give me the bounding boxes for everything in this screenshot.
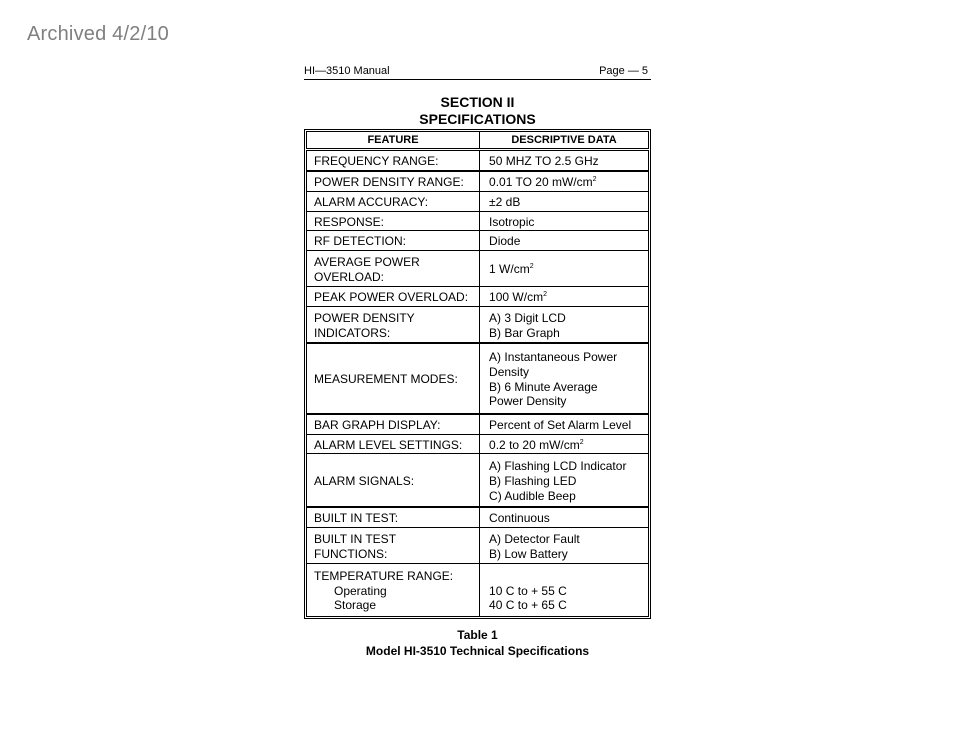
feature-cell (307, 211, 480, 231)
descriptive-data-text (489, 234, 640, 249)
feature-text: BUILT IN TEST: (314, 511, 399, 526)
table-row (307, 231, 649, 251)
page-number: Page — 5 (599, 65, 648, 77)
descriptive-data-cell (480, 150, 649, 171)
value-text: B) Bar Graph (489, 325, 560, 340)
descriptive-data-text (489, 262, 640, 277)
descriptive-data-cell (480, 564, 649, 617)
descriptive-data-cell (480, 287, 649, 307)
descriptive-data-text (489, 290, 640, 305)
feature-text: RF DETECTION: (314, 234, 406, 249)
descriptive-data-cell (480, 527, 649, 563)
value-text: 40 C to + 65 C (489, 598, 567, 613)
descriptive-data-text (489, 215, 640, 230)
feature-cell (307, 564, 480, 617)
value-text: A) 3 Digit LCD (489, 311, 566, 325)
feature-text: AVERAGE POWER (314, 254, 420, 269)
table-row (307, 191, 649, 211)
feature-text: BAR GRAPH DISPLAY: (314, 417, 441, 432)
feature-text: ALARM ACCURACY: (314, 194, 429, 209)
feature-cell (307, 454, 480, 507)
value-text: 0.01 TO 20 mW/cm (489, 174, 593, 189)
value-text: Continuous (489, 511, 550, 526)
value-text: ±2 dB (489, 194, 521, 209)
feature-text: INDICATORS: (314, 325, 391, 340)
manual-title: HI—3510 Manual (304, 65, 390, 77)
unit-superscript: 2 (543, 291, 547, 299)
feature-text: POWER DENSITY (314, 311, 415, 325)
descriptive-data-text (489, 365, 640, 380)
descriptive-data-cell (480, 211, 649, 231)
descriptive-data-text (489, 175, 640, 190)
value-text: 50 MHZ TO 2.5 GHz (489, 154, 599, 169)
value-text: B) Low Battery (489, 546, 568, 561)
descriptive-data-text (489, 380, 640, 395)
table-row (307, 150, 649, 171)
table-caption-title: Model HI-3510 Technical Specifications (365, 644, 590, 658)
feature-text: OVERLOAD: (314, 269, 385, 284)
feature-cell (307, 231, 480, 251)
specifications-table (304, 129, 651, 619)
value-text: Isotropic (489, 214, 535, 229)
descriptive-data-text (489, 394, 640, 409)
feature-cell (307, 171, 480, 191)
page-header (304, 65, 651, 80)
value-text: B) Flashing LED (489, 473, 577, 488)
section-title: SPECIFICATIONS (419, 111, 536, 127)
table-row (307, 211, 649, 231)
table-row (307, 343, 649, 413)
descriptive-data-text (489, 438, 640, 453)
table-row (307, 434, 649, 454)
value-text: Percent of Set Alarm Level (489, 417, 632, 432)
descriptive-data-cell (480, 307, 649, 344)
value-text: Density (489, 364, 530, 379)
table-row (307, 414, 649, 434)
descriptive-data-text (489, 195, 640, 210)
value-text: 0.2 to 20 mW/cm (489, 437, 580, 452)
table-row (307, 454, 649, 507)
feature-text: MEASUREMENT MODES: (314, 372, 458, 387)
feature-text: Operating (334, 583, 387, 598)
feature-cell (307, 287, 480, 307)
feature-text: RESPONSE: (314, 214, 385, 229)
descriptive-data-text (489, 547, 640, 562)
descriptive-data-cell (480, 191, 649, 211)
descriptive-data-cell (480, 343, 649, 413)
feature-cell (307, 307, 480, 344)
descriptive-data-text (489, 584, 640, 599)
table-body (307, 150, 649, 617)
descriptive-data-text (489, 326, 640, 341)
feature-text: Storage (334, 598, 377, 613)
descriptive-data-cell (480, 171, 649, 191)
value-text: A) Instantaneous Power (489, 349, 618, 364)
unit-superscript: 2 (592, 175, 597, 183)
value-text: 100 W/cm (489, 290, 544, 305)
feature-cell (307, 434, 480, 454)
descriptive-data-text (489, 598, 640, 613)
feature-text: FUNCTIONS: (314, 546, 388, 561)
feature-text: BUILT IN TEST (314, 531, 397, 546)
value-text: Diode (489, 234, 521, 249)
descriptive-data-text (489, 154, 640, 169)
archived-watermark: Archived 4/2/10 (27, 23, 169, 45)
table-row (307, 251, 649, 287)
table-row (307, 507, 649, 527)
feature-cell (307, 251, 480, 287)
column-header-descriptive-data: DESCRIPTIVE DATA (480, 132, 649, 150)
descriptive-data-text (489, 511, 640, 526)
descriptive-data-text (489, 459, 640, 474)
feature-cell (307, 527, 480, 563)
feature-text: PEAK POWER OVERLOAD: (314, 290, 469, 305)
feature-text: FREQUENCY RANGE: (314, 154, 439, 169)
feature-cell (307, 507, 480, 527)
feature-text: ALARM SIGNALS: (314, 473, 415, 488)
feature-cell (307, 343, 480, 413)
table-row (307, 171, 649, 191)
descriptive-data-text (489, 418, 640, 433)
table-row (307, 287, 649, 307)
descriptive-data-text (489, 474, 640, 489)
unit-superscript: 2 (529, 263, 534, 271)
table-row (307, 307, 649, 344)
value-text: Power Density (489, 394, 567, 409)
descriptive-data-cell (480, 414, 649, 434)
feature-text: TEMPERATURE RANGE: (314, 568, 454, 583)
value-text: B) 6 Minute Average (489, 379, 598, 394)
table-row (307, 564, 649, 617)
value-text: 1 W/cm (489, 262, 530, 277)
feature-text: ALARM LEVEL SETTINGS: (314, 437, 463, 452)
descriptive-data-text (489, 489, 640, 504)
value-text: A) Detector Fault (489, 531, 580, 546)
value-text: A) Flashing LCD Indicator (489, 459, 627, 474)
table-caption-number: Table 1 (457, 628, 498, 642)
value-text: 10 C to + 55 C (489, 583, 567, 598)
descriptive-data-cell (480, 231, 649, 251)
feature-cell (307, 414, 480, 434)
descriptive-data-text (489, 311, 640, 326)
descriptive-data-text (489, 532, 640, 547)
descriptive-data-cell (480, 454, 649, 507)
descriptive-data-text (489, 569, 640, 584)
table-row (307, 527, 649, 563)
descriptive-data-cell (480, 507, 649, 527)
feature-cell (307, 150, 480, 171)
feature-cell (307, 191, 480, 211)
feature-text: POWER DENSITY RANGE: (314, 174, 464, 189)
descriptive-data-text (489, 350, 640, 365)
column-header-feature: FEATURE (307, 132, 480, 150)
section-number: SECTION II (440, 94, 515, 110)
descriptive-data-cell (480, 251, 649, 287)
unit-superscript: 2 (579, 438, 584, 446)
descriptive-data-cell (480, 434, 649, 454)
value-text: C) Audible Beep (489, 488, 576, 503)
